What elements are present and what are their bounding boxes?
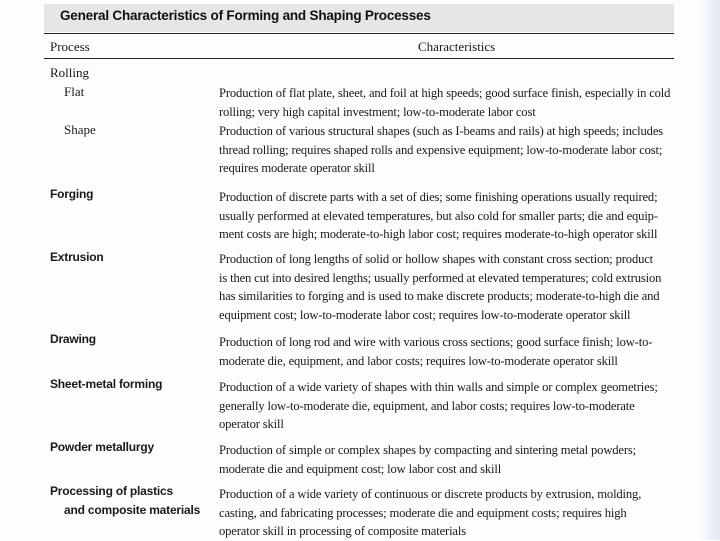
row-characteristics-forging — [219, 188, 671, 244]
text-line: Production of simple or complex shapes by compacting and sintering metal powders; — [219, 443, 636, 457]
row-characteristics-sheet-metal-forming — [219, 378, 671, 434]
header-bottom-rule — [44, 58, 674, 59]
header-top-rule — [44, 33, 674, 34]
row-characteristics-powder-metallurgy — [219, 441, 671, 478]
row-process-plastics: Processing of plastics — [50, 484, 173, 498]
text-line: generally low-to-moderate die, equipment, and labor costs; requires low-to-moderate — [219, 398, 635, 413]
text-line: usually performed at elevated temperatures, but also cold for smaller parts; die and equip- — [219, 208, 658, 223]
row-process-forging: Forging — [50, 187, 94, 201]
text-line: operator skill in processing of composite materials — [219, 524, 466, 538]
row-characteristics-flat — [219, 84, 671, 121]
row-process-extrusion: Extrusion — [50, 250, 104, 264]
text-line: Production of various structural shapes (such as I-beams and rails) at high speeds; includes — [219, 124, 664, 138]
text-line: Production of a wide variety of shapes with thin walls and simple or complex geometries; — [219, 380, 658, 394]
row-process-shape: Shape — [64, 122, 96, 137]
text-line: Production of long rod and wire with various cross sections; good surface finish; low-to- — [219, 335, 653, 349]
text-line: requires moderate operator skill — [219, 161, 375, 175]
row-process-flat: Flat — [64, 84, 85, 99]
text-line: rolling; very high capital investment; low-to-moderate labor cost — [219, 104, 536, 119]
row-characteristics-extrusion — [219, 250, 671, 324]
text-line: Production of long lengths of solid or hollow shapes with constant cross section; product — [219, 252, 654, 266]
row-process-powder-metallurgy: Powder metallurgy — [50, 440, 154, 454]
text-line: operator skill — [219, 417, 284, 431]
text-line: moderate die and equipment cost; low labor cost and skill — [219, 461, 502, 476]
text-line: moderate die, equipment, and labor costs; requires low-to-moderate operator skill — [219, 353, 618, 368]
group-rolling: Rolling — [50, 65, 90, 80]
text-line: casting, and fabricating processes; moderate die and equipment costs; requires high — [219, 505, 627, 520]
row-characteristics-shape — [219, 122, 671, 178]
row-process-sheet-metal-forming: Sheet-metal forming — [50, 377, 163, 391]
text-line: ment costs are high; moderate-to-high labor cost; requires moderate-to-high operator skill — [219, 227, 658, 241]
header-characteristics: Characteristics — [418, 39, 496, 54]
text-line: is then cut into desired lengths; usually performed at elevated temperatures; cold extrusion — [219, 270, 662, 285]
table-title: General Characteristics of Forming and Shaping Processes — [60, 8, 431, 23]
text-line: equipment cost; low-to-moderate labor cost; requires low-to-moderate operator skill — [219, 307, 631, 322]
text-line: thread rolling; requires shaped rolls and expensive equipment; low-to-moderate labor cost; — [219, 142, 663, 157]
page-edge-decoration — [698, 0, 720, 540]
text-line: Production of flat plate, sheet, and foil at high speeds; good surface finish, especially in cold — [219, 86, 671, 100]
row-characteristics-plastics — [219, 485, 671, 541]
text-line: Production of a wide variety of continuous or discrete products by extrusion, molding, — [219, 487, 642, 501]
text-line: Production of discrete parts with a set of dies; some finishing operations usually required; — [219, 190, 658, 204]
row-process-plastics-line2: and composite materials — [64, 503, 201, 517]
row-characteristics-drawing — [219, 333, 671, 370]
row-process-drawing: Drawing — [50, 332, 96, 346]
text-line: has similarities to forging and is used to make discrete products; moderate-to-high die and — [219, 289, 660, 303]
header-process: Process — [50, 39, 90, 54]
